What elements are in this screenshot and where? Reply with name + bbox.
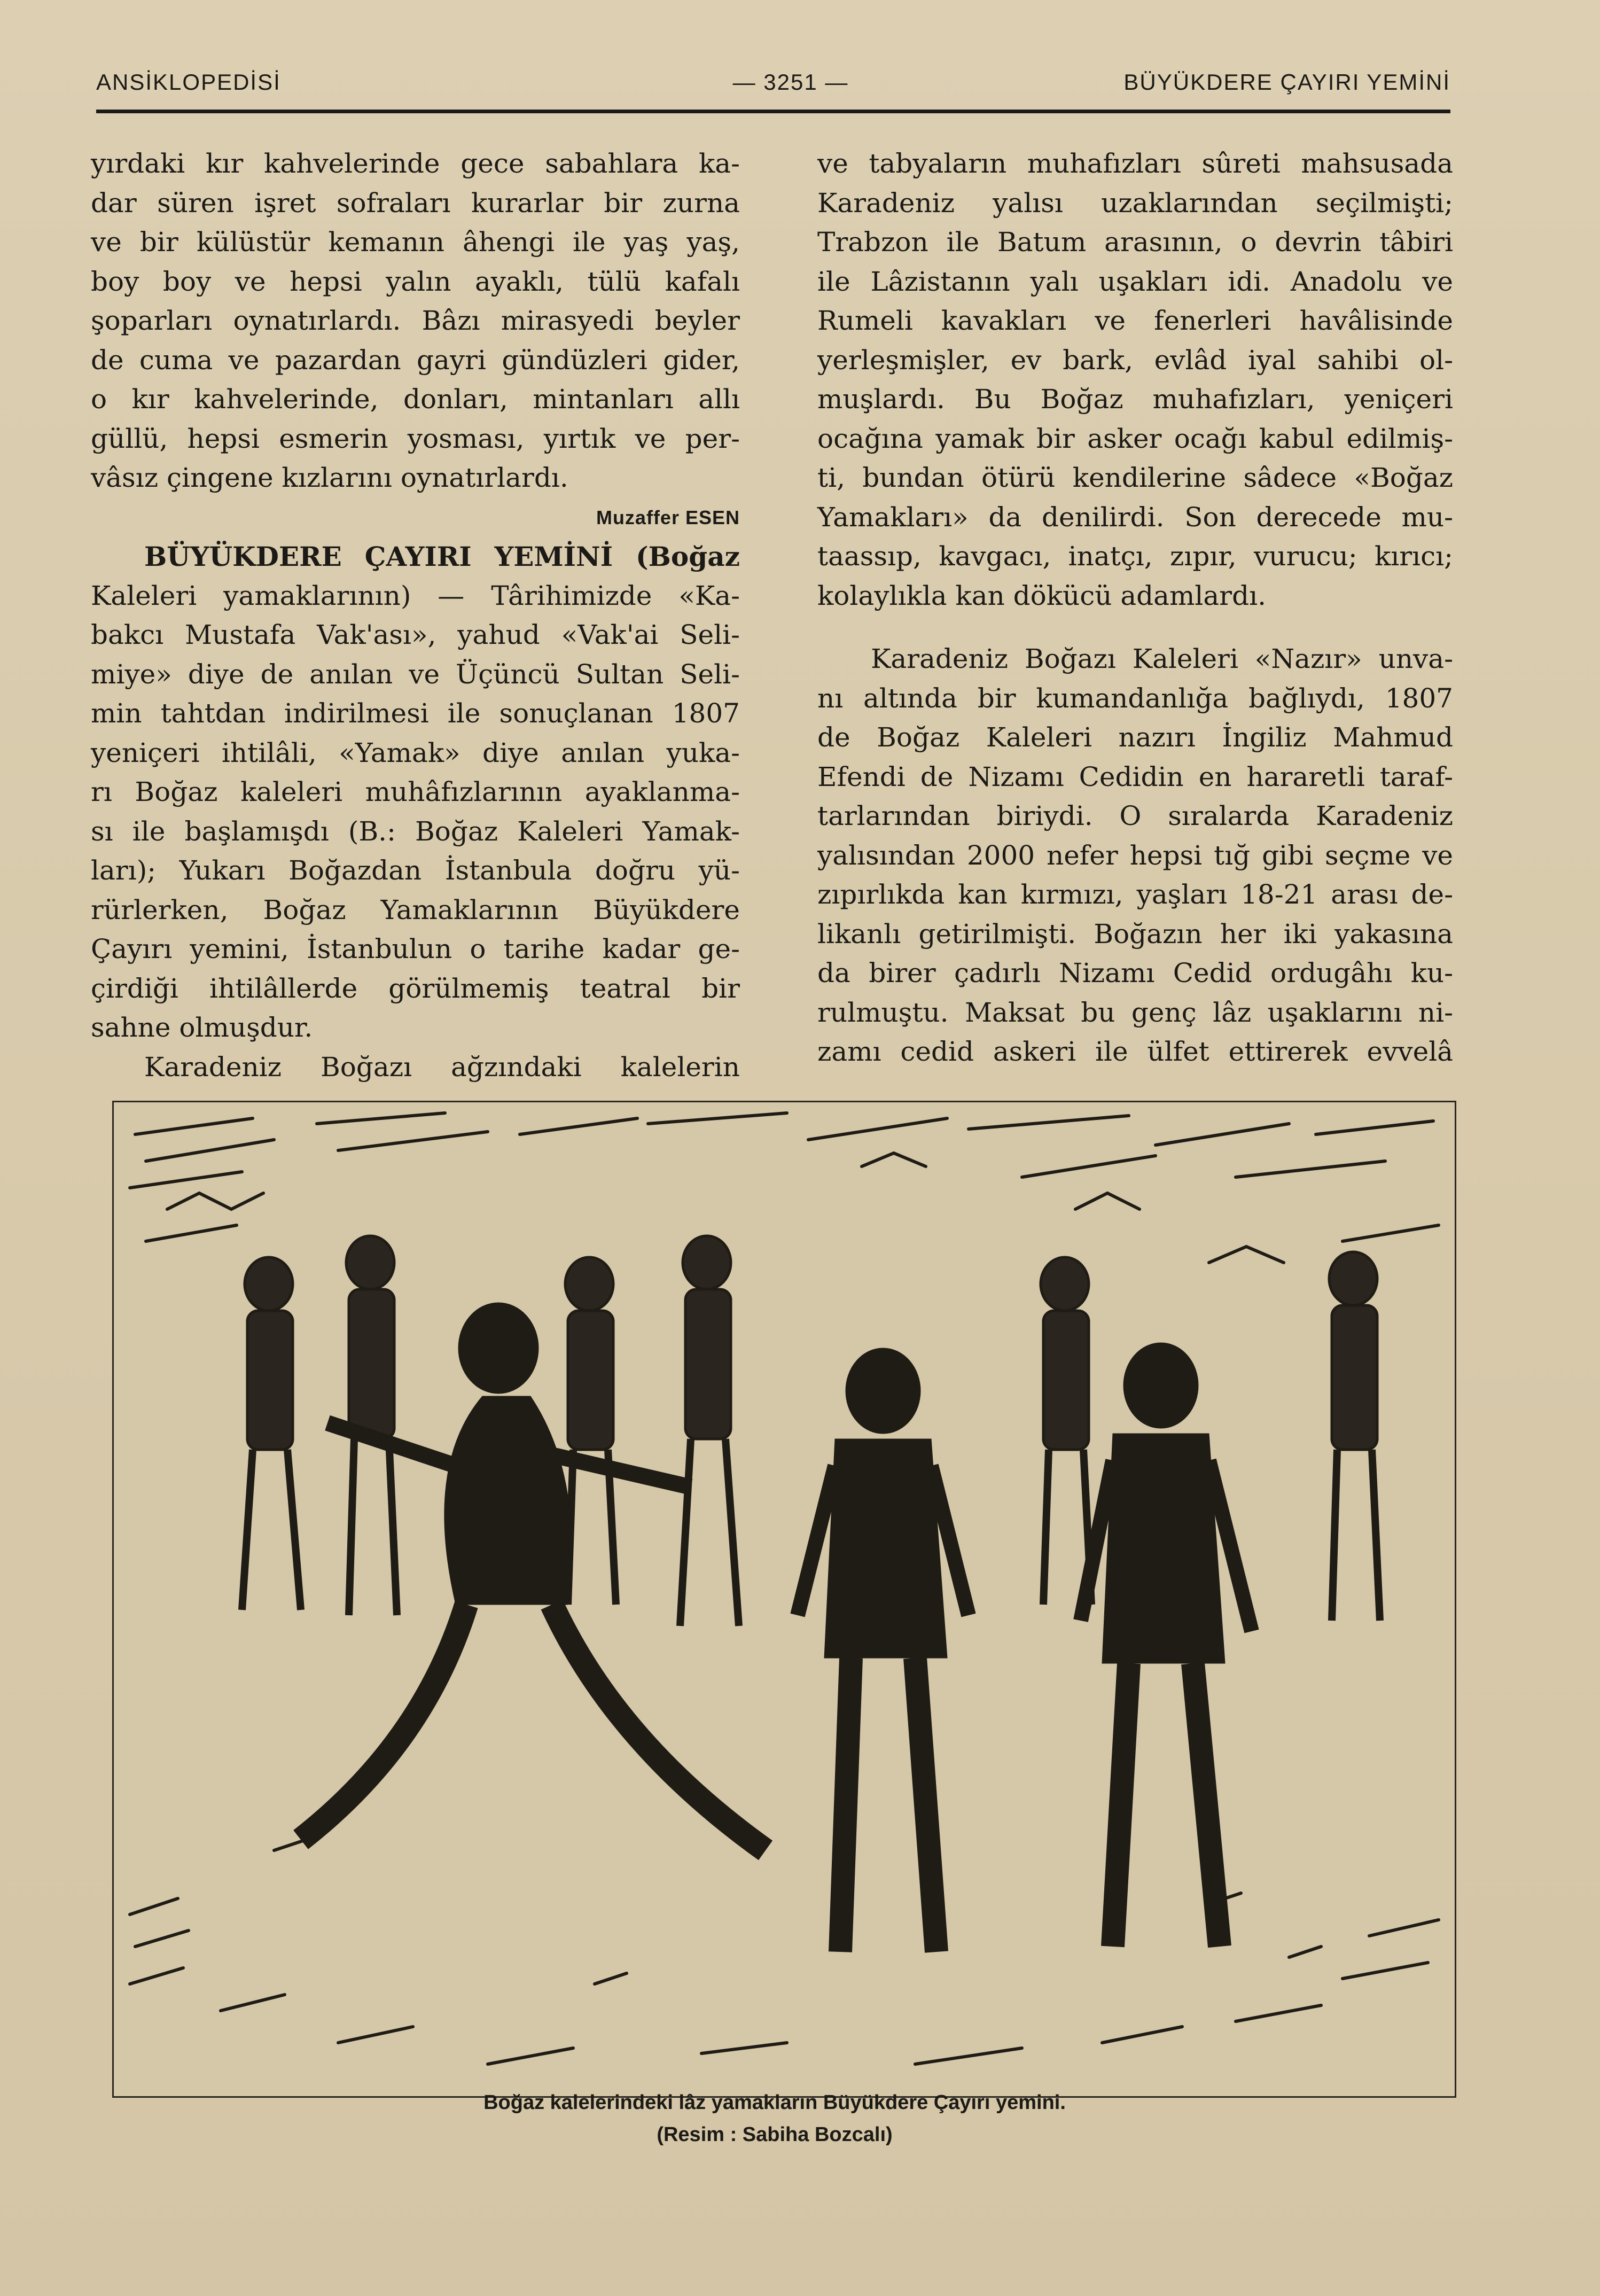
text-line: şoparları oynatırlardı. Bâzı mirasyedi beyler (91, 305, 740, 336)
text-line: nı altında bir kumandanlığa bağlıydı, 1807 (817, 682, 1453, 714)
dancing-men-illustration (114, 1102, 1455, 2096)
text-line: yerleşmişler, ev bark, evlâd iyal sahibi ol- (817, 344, 1453, 376)
text-line: Trabzon ile Batum arasının, o devrin tâbiri (817, 227, 1453, 258)
left-column (91, 144, 740, 1087)
text-line: çirdiği ihtilâllerde görülmemiş teatral bir (91, 972, 740, 1004)
text-line: rı Boğaz kaleleri muhâfızlarının ayaklanma- (91, 776, 740, 807)
text-line: yeniçeri ihtilâli, «Yamak» diye anılan yuka- (91, 737, 740, 768)
entry-title: BÜYÜKDERE ÇAYIRI YEMİNİ (Boğaz (144, 541, 740, 572)
page-number: — 3251 — (732, 69, 849, 95)
text-line: kolaylıkla kan dökücü adamlardı. (817, 580, 1266, 611)
caption-title: Boğaz kalelerindeki lâz yamakların Büyükdere Çayırı yemini. (483, 2091, 1066, 2114)
text-line: sı ile başlamışdı (B.: Boğaz Kaleleri Yamak- (91, 815, 740, 847)
text-line: tarlarından biriydi. O sıralarda Karadeniz (817, 800, 1453, 831)
text-line: bakcı Mustafa Vak'ası», yahud «Vak'ai Seli- (91, 619, 740, 650)
text-line: ve bir külüstür kemanın âhengi ile yaş yaş, (91, 227, 740, 258)
text-line: muşlardı. Bu Boğaz muhafızları, yeniçeri (817, 384, 1453, 415)
text-line: Karadeniz Boğazı ağzındaki kalelerin (144, 1051, 740, 1083)
text-line: Efendi de Nizamı Cedidin en hararetli taraf- (817, 761, 1453, 792)
illustration-figure (112, 1101, 1456, 2098)
text-line: zamı cedid askeri ile ülfet ettirerek evvelâ (817, 1036, 1453, 1067)
text-line: Karadeniz yalısı uzaklarından seçilmişti; (817, 187, 1453, 219)
text-line: Rumeli kavakları ve fenerleri havâlisinde (817, 305, 1453, 336)
text-line: ocağına yamak bir asker ocağı kabul edilmiş- (817, 423, 1453, 454)
paragraph-gap (817, 616, 1453, 640)
text-line: rürlerken, Boğaz Yamaklarının Büyükdere (91, 894, 740, 925)
text-line: Kaleleri yamaklarının) — Târihimizde «Ka- (91, 580, 740, 611)
text-line: miye» diye de anılan ve Üçüncü Sultan Seli- (91, 658, 740, 690)
text-line: boy boy ve hepsi yalın ayaklı, tülü kafalı (91, 266, 740, 297)
text-line: sahne olmuşdur. (91, 1012, 313, 1043)
figure-caption (96, 2087, 1453, 2151)
text-line: o kır kahvelerinde, donları, mintanları allı (91, 384, 740, 415)
text-line: ile Lâzistanın yalı uşakları idi. Anadolu ve (817, 266, 1453, 297)
running-head-right: BÜYÜKDERE ÇAYIRI YEMİNİ (1123, 69, 1450, 95)
text-line: Karadeniz Boğazı Kaleleri «Nazır» unva- (871, 643, 1453, 674)
header-rule (96, 110, 1450, 113)
text-line: ve tabyaların muhafızları sûreti mahsusada (817, 148, 1453, 179)
author-signature: Muzaffer ESEN (596, 506, 740, 528)
text-line: taassıp, kavgacı, inatçı, zıpır, vurucu; kırıcı; (817, 541, 1453, 572)
text-line: de Boğaz Kaleleri nazırı İngiliz Mahmud (817, 722, 1453, 753)
text-line: de cuma ve pazardan gayri gündüzleri gider, (91, 344, 740, 376)
text-line: da birer çadırlı Nizamı Cedid ordugâhı ku- (817, 958, 1453, 989)
text-line: min tahtdan indirilmesi ile sonuçlanan 1807 (91, 698, 740, 729)
text-line: likanlı getirilmişti. Boğazın her iki yakasına (817, 918, 1453, 949)
text-line: yalısından 2000 nefer hepsi tığ gibi seçme ve (817, 839, 1453, 871)
right-column (817, 144, 1453, 1072)
text-line: zıpırlıkda kan kırmızı, yaşları 18-21 arası de- (817, 879, 1453, 910)
text-line: dar süren işret sofraları kurarlar bir zurna (91, 187, 740, 219)
text-line: yırdaki kır kahvelerinde gece sabahlara ka- (91, 148, 740, 179)
caption-credit: (Resim : Sabiha Bozcalı) (657, 2123, 893, 2146)
text-line: rulmuştu. Maksat bu genç lâz uşaklarını ni- (817, 997, 1453, 1028)
running-head-left: ANSİKLOPEDİSİ (96, 69, 281, 95)
text-line: Yamakları» da denilirdi. Son derecede mu- (817, 501, 1453, 533)
page-header (96, 69, 1450, 112)
text-line: vâsız çingene kızlarını oynatırlardı. (91, 462, 568, 493)
text-line: ları); Yukarı Boğazdan İstanbula doğru yü- (91, 855, 740, 886)
text-line: ti, bundan ötürü kendilerine sâdece «Boğaz (817, 462, 1453, 493)
text-line: Çayırı yemini, İstanbulun o tarihe kadar ge- (91, 933, 740, 964)
text-line: güllü, hepsi esmerin yosması, yırtık ve per- (91, 423, 740, 454)
